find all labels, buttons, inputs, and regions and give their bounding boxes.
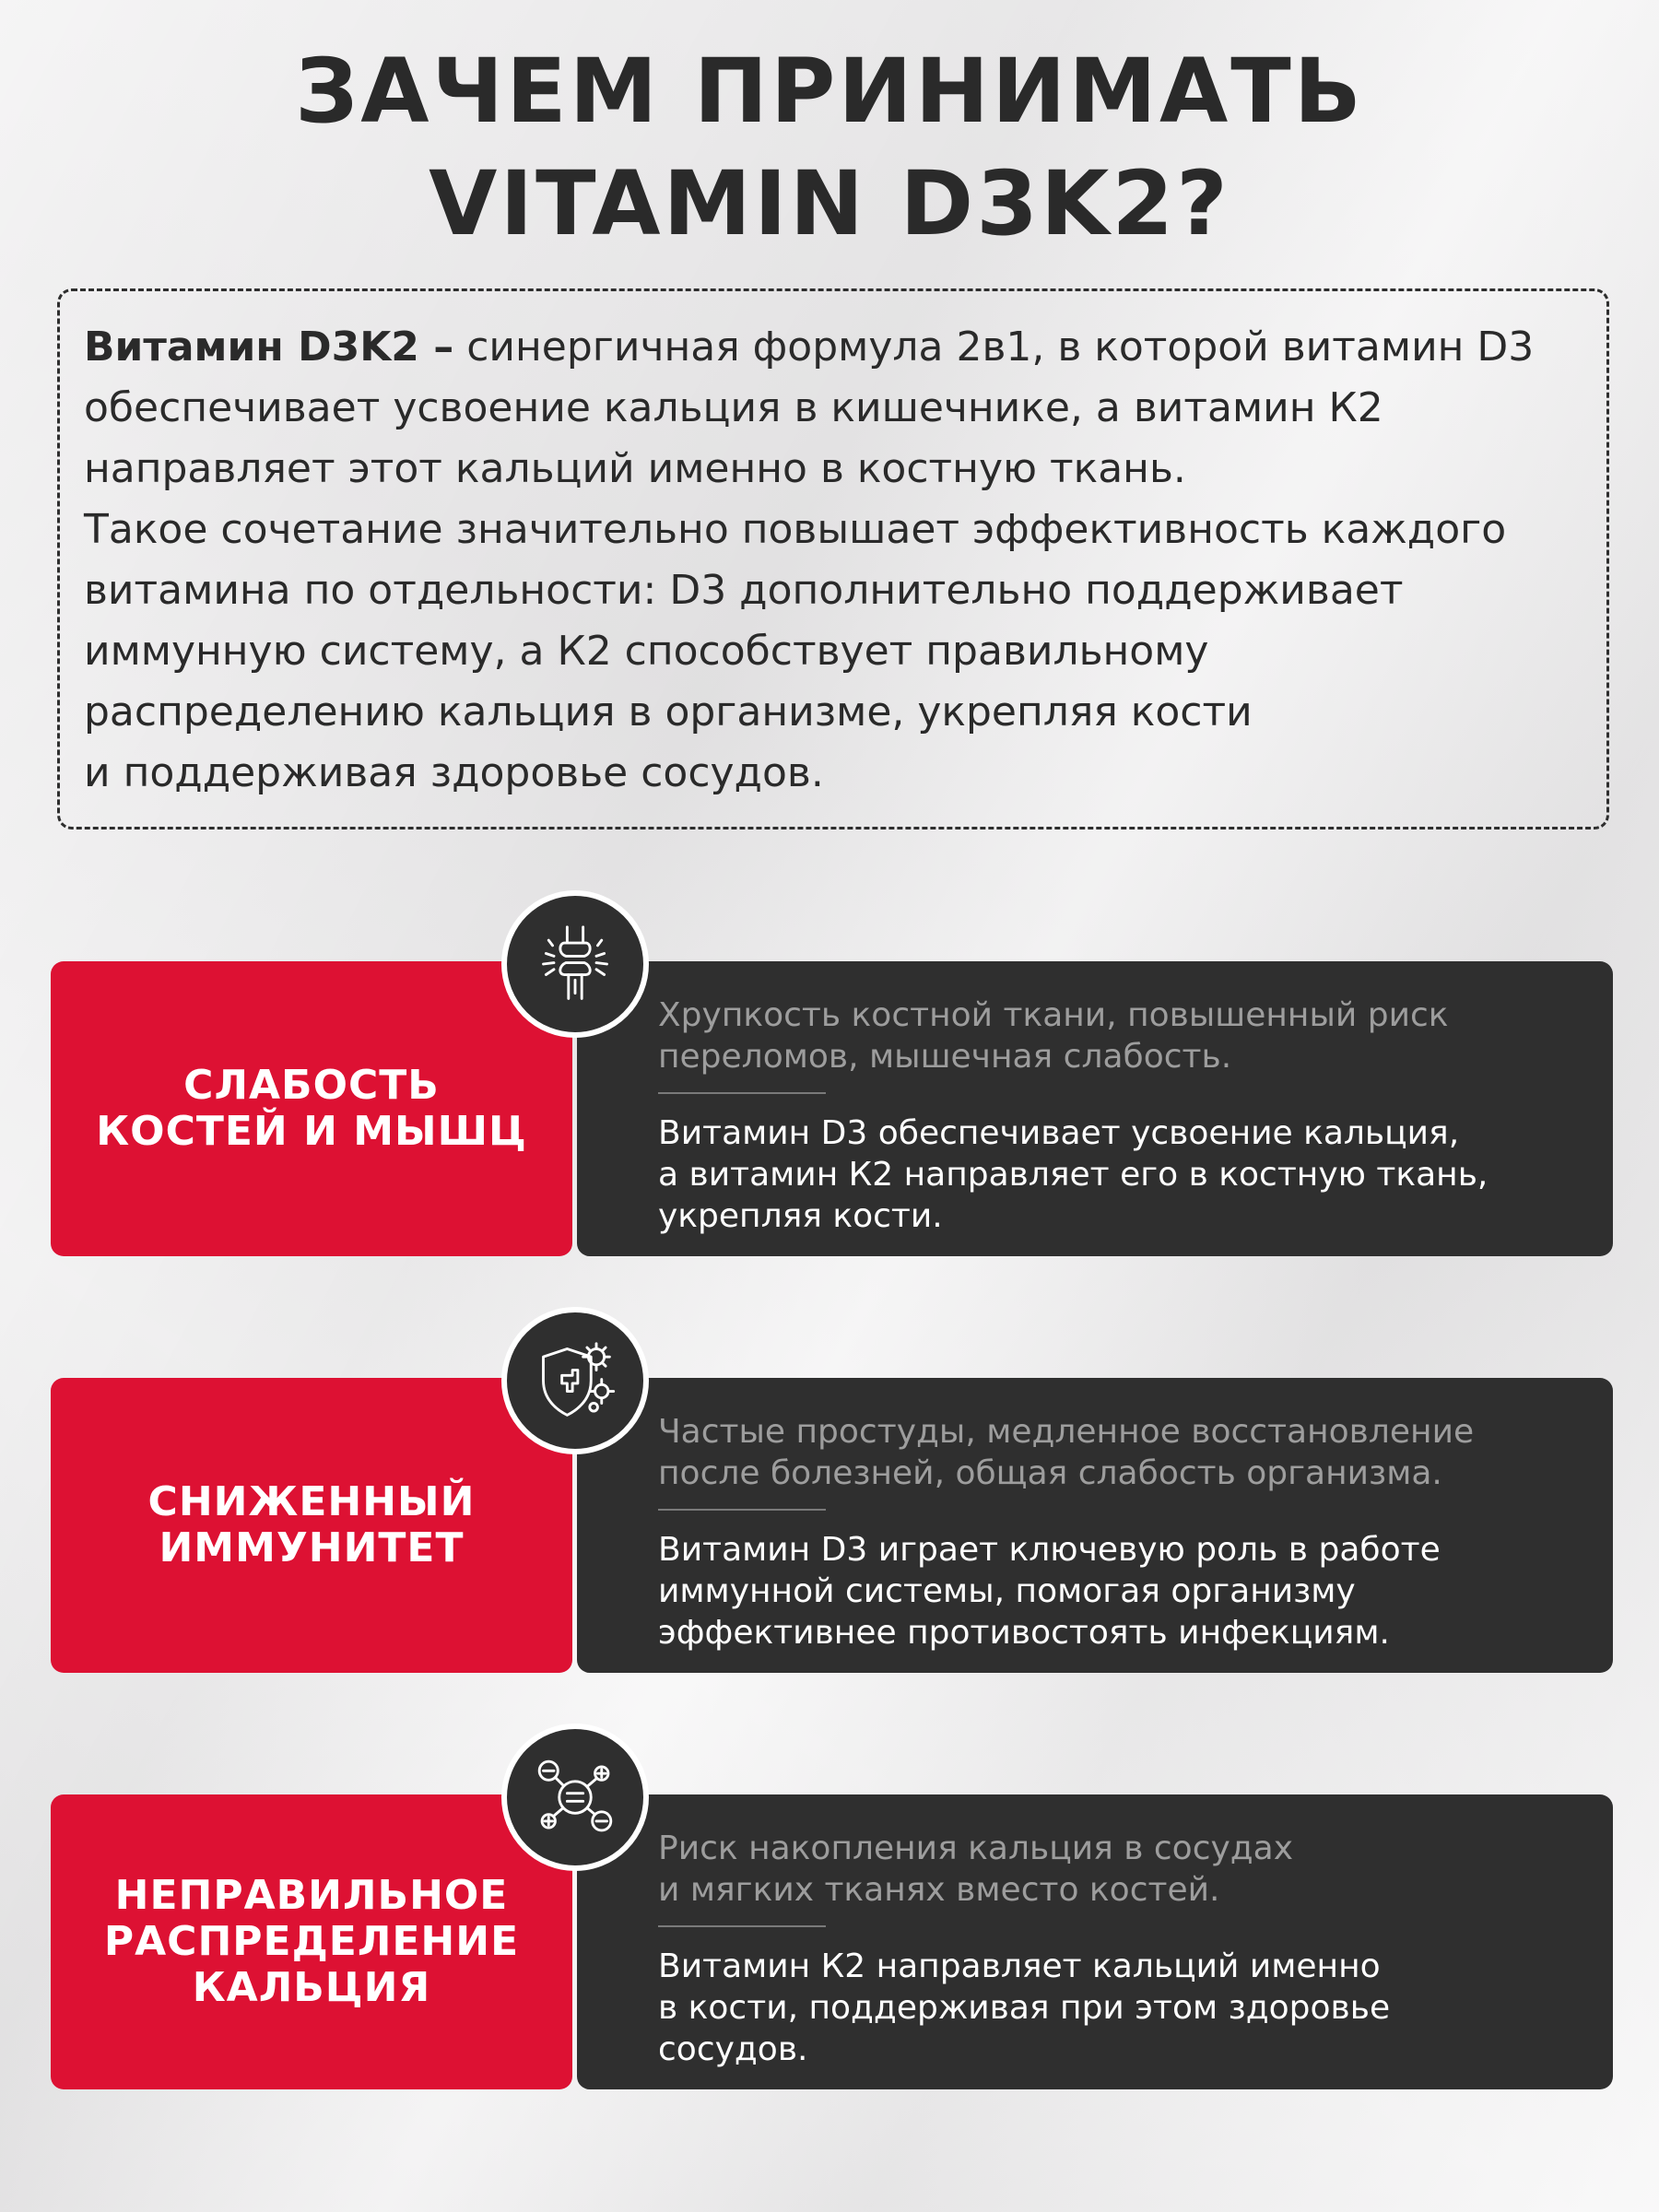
card-problem-text xyxy=(658,1411,1585,1494)
card-problem-text xyxy=(658,1828,1585,1911)
problem-line: переломов, мышечная слабость. xyxy=(658,1038,1232,1076)
card-title-panel xyxy=(51,1378,572,1673)
intro-line-4: Такое сочетание значительно повышает эффективность каждого xyxy=(84,506,1507,553)
card-solution-text xyxy=(658,1946,1585,2070)
card-title xyxy=(96,1063,527,1155)
solution-line: иммунной системы, помогая организму xyxy=(658,1572,1356,1610)
card-title-panel xyxy=(51,1794,572,2089)
divider xyxy=(658,1925,826,1927)
intro-line-3: направляет этот кальций именно в костную ткань. xyxy=(84,445,1186,492)
solution-line: Витамин D3 обеспечивает усвоение кальция, xyxy=(658,1114,1460,1152)
card-badge xyxy=(501,1724,649,1871)
solution-line: Витамин К2 направляет кальций именно xyxy=(658,1947,1381,1985)
card-title-line: СНИЖЕННЫЙ xyxy=(147,1478,476,1525)
intro-line-6: иммунную систему, а К2 способствует правильному xyxy=(84,628,1209,675)
intro-line-7: распределению кальция в организме, укрепляя кости xyxy=(84,688,1253,735)
solution-line: в кости, поддерживая при этом здоровье xyxy=(658,1989,1391,2027)
intro-line-5: витамина по отдельности: D3 дополнительно поддерживает xyxy=(84,567,1404,614)
page-title-line-1: ЗАЧЕМ ПРИНИМАТЬ xyxy=(295,40,1364,143)
solution-line: а витамин К2 направляет его в костную ткань, xyxy=(658,1156,1488,1194)
intro-line-8: и поддерживая здоровье сосудов. xyxy=(84,749,824,796)
intro-line-1-text: синергичная формула 2в1, в которой витамин D3 xyxy=(453,324,1535,371)
card-description-panel xyxy=(577,1794,1613,2089)
problem-line: Частые простуды, медленное восстановление xyxy=(658,1413,1475,1451)
card-description-panel xyxy=(577,1378,1613,1673)
intro-box xyxy=(57,288,1609,830)
intro-lead: Витамин D3K2 – xyxy=(84,324,454,371)
card-badge xyxy=(501,1307,649,1454)
problem-line: Хрупкость костной ткани, повышенный риск xyxy=(658,996,1449,1034)
solution-line: эффективнее противостоять инфекциям. xyxy=(658,1614,1390,1652)
intro-line-2: обеспечивает усвоение кальция в кишечнике, а витамин К2 xyxy=(84,384,1383,431)
divider xyxy=(658,1509,826,1511)
card-title-line: РАСПРЕДЕЛЕНИЕ xyxy=(103,1918,520,1965)
solution-line: Витамин D3 играет ключевую роль в работе xyxy=(658,1531,1441,1569)
card-title-line: НЕПРАВИЛЬНОЕ xyxy=(114,1872,509,1919)
card-badge xyxy=(501,890,649,1038)
immune-shield-icon xyxy=(533,1338,618,1423)
solution-line: сосудов. xyxy=(658,2030,808,2068)
joint-icon xyxy=(533,922,618,1006)
card-title-line: КАЛЬЦИЯ xyxy=(192,1964,431,2011)
card-title-line: КОСТЕЙ И МЫШЦ xyxy=(96,1108,527,1155)
card-solution-text xyxy=(658,1529,1585,1653)
card-title-line: СЛАБОСТЬ xyxy=(183,1062,440,1109)
card-solution-text xyxy=(658,1112,1585,1237)
ions-balance-icon xyxy=(533,1755,618,1840)
divider xyxy=(658,1092,826,1094)
problem-line: после болезней, общая слабость организма. xyxy=(658,1454,1442,1492)
benefit-card-bones xyxy=(51,961,1613,1256)
solution-line: укрепляя кости. xyxy=(658,1197,943,1235)
benefit-card-calcium xyxy=(51,1794,1613,2089)
card-description-panel xyxy=(577,961,1613,1256)
problem-line: Риск накопления кальция в сосудах xyxy=(658,1830,1294,1867)
benefit-card-immunity xyxy=(51,1378,1613,1673)
problem-line: и мягких тканях вместо костей. xyxy=(658,1871,1220,1909)
intro-line-1 xyxy=(84,317,1584,378)
card-title xyxy=(148,1479,476,1571)
card-problem-text xyxy=(658,994,1585,1077)
card-title-line: ИММУНИТЕТ xyxy=(159,1524,465,1571)
card-title xyxy=(104,1873,519,2011)
page-title-line-2: VITAMIN D3K2? xyxy=(429,152,1230,255)
page-title xyxy=(0,35,1659,260)
card-title-panel xyxy=(51,961,572,1256)
